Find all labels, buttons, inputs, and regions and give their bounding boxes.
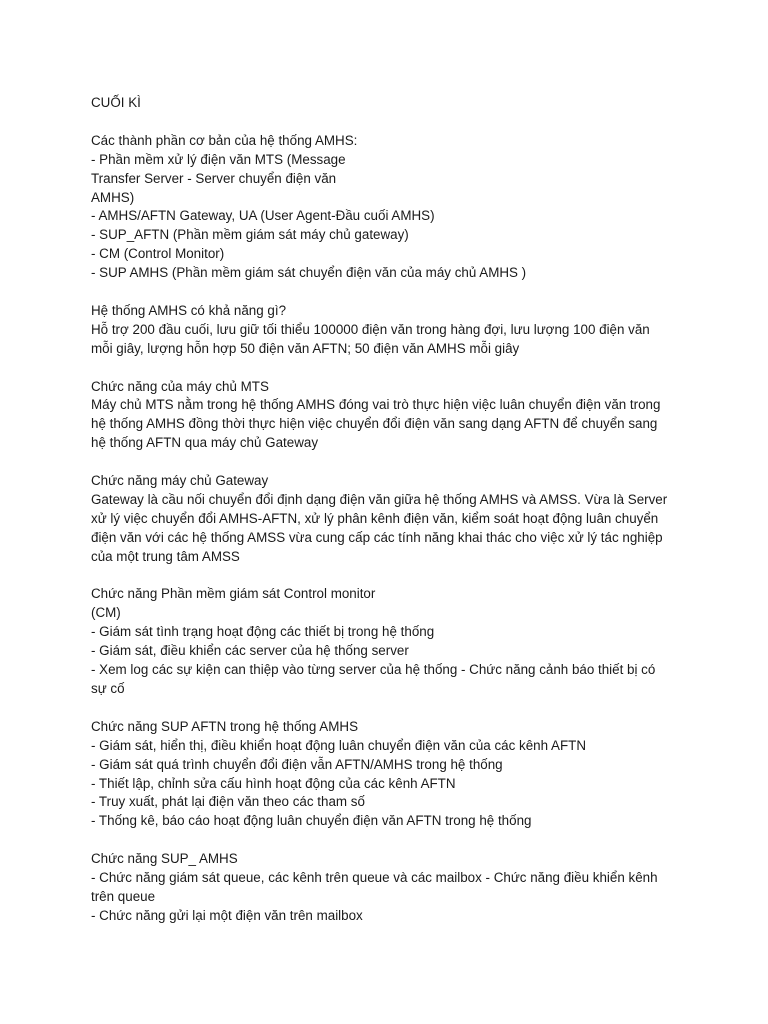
text-line: - Thống kê, báo cáo hoạt động luân chuyển điện văn AFTN trong hệ thống	[91, 813, 532, 829]
text-line: Hỗ trợ 200 đầu cuối, lưu giữ tối thiểu 100000 điện văn trong hàng đợi, lưu lượng 100 điện văn	[91, 321, 650, 337]
section-sup-aftn	[91, 718, 691, 831]
paragraph-gap	[91, 699, 691, 718]
text-line: của một trung tâm AMSS	[91, 548, 240, 564]
text-line: - Giám sát tình trạng hoạt động các thiết bị trong hệ thống	[91, 624, 435, 640]
section-heading: Hệ thống AMHS có khả năng gì?	[91, 302, 287, 318]
text-line: Máy chủ MTS nằm trong hệ thống AMHS đóng vai trò thực hiện việc luân chuyển điện văn trong	[91, 397, 661, 413]
section-gateway-function	[91, 472, 691, 567]
paragraph-gap	[91, 283, 691, 302]
document-title: CUỐI KÌ	[91, 95, 141, 110]
section-heading: Chức năng máy chủ Gateway	[91, 473, 269, 489]
text-line: - Giám sát, điều khiển các server của hệ thống server	[91, 643, 409, 659]
text-line: - Chức năng gửi lại một điện văn trên mailbox	[91, 907, 363, 923]
section-sup-amhs	[91, 850, 691, 926]
section-heading: Chức năng SUP_ AMHS	[91, 851, 238, 867]
text-line: (CM)	[91, 605, 121, 621]
text-line: sự cố	[91, 681, 125, 697]
text-line: - Giám sát, hiển thị, điều khiển hoạt động luân chuyển điện văn của các kênh AFTN	[91, 737, 587, 753]
text-line: - Giám sát quá trình chuyển đổi điện vẫn AFTN/AMHS trong hệ thống	[91, 756, 503, 772]
paragraph-gap	[91, 113, 691, 132]
text-line: - Truy xuất, phát lại điện văn theo các tham số	[91, 794, 365, 810]
text-line: xử lý việc chuyển đổi AMHS-AFTN, xử lý phân kênh điện văn, kiểm soát hoạt động luân chuyển	[91, 510, 659, 526]
text-line: - SUP AMHS (Phần mềm giám sát chuyển điện văn của máy chủ AMHS )	[91, 265, 527, 281]
paragraph-gap	[91, 359, 691, 378]
text-line: - Xem log các sự kiện can thiệp vào từng server của hệ thống - Chức năng cảnh báo thiết bị có	[91, 662, 656, 678]
text-line: Gateway là cầu nối chuyển đổi định dạng điện văn giữa hệ thống AMHS và AMSS. Vừa là Server	[91, 491, 668, 507]
section-heading: Chức năng SUP AFTN trong hệ thống AMHS	[91, 718, 358, 734]
section-heading: Các thành phần cơ bản của hệ thống AMHS:	[91, 132, 358, 148]
section-heading: Chức năng của máy chủ MTS	[91, 378, 269, 394]
text-line: - CM (Control Monitor)	[91, 246, 225, 262]
text-line: trên queue	[91, 888, 156, 904]
section-amhs-components	[91, 132, 691, 283]
text-line: - Thiết lập, chỉnh sửa cấu hình hoạt động của các kênh AFTN	[91, 775, 456, 791]
paragraph-gap	[91, 831, 691, 850]
text-line: mỗi giây, lượng hỗn hợp 50 điện văn AFTN; 50 điện văn AMHS mỗi giây	[91, 340, 520, 356]
text-line: - AMHS/AFTN Gateway, UA (User Agent-Đầu cuối AMHS)	[91, 208, 435, 224]
text-line: - SUP_AFTN (Phần mềm giám sát máy chủ gateway)	[91, 227, 409, 243]
document-body	[91, 94, 691, 926]
section-heading: Chức năng Phần mềm giám sát Control monitor	[91, 586, 376, 602]
text-line: AMHS)	[91, 189, 135, 205]
paragraph-gap	[91, 567, 691, 586]
section-mts-function	[91, 378, 691, 454]
text-line: - Chức năng giám sát queue, các kênh trên queue và các mailbox - Chức năng điều khiển kênh	[91, 870, 658, 886]
text-line: hệ thống AMHS đồng thời thực hiện việc chuyển đổi điện văn sang dạng AFTN để chuyển sang	[91, 416, 658, 432]
text-line: Transfer Server - Server chuyển điện văn	[91, 170, 337, 186]
text-line: hệ thống AFTN qua máy chủ Gateway	[91, 435, 319, 451]
section-control-monitor	[91, 585, 691, 698]
text-line: - Phần mềm xử lý điện văn MTS (Message	[91, 151, 346, 167]
paragraph-gap	[91, 453, 691, 472]
section-amhs-capability	[91, 302, 691, 359]
text-line: điện văn với các hệ thống AMSS vừa cung cấp các tính năng khai thác cho việc xử lý tác nghiệp	[91, 529, 663, 545]
